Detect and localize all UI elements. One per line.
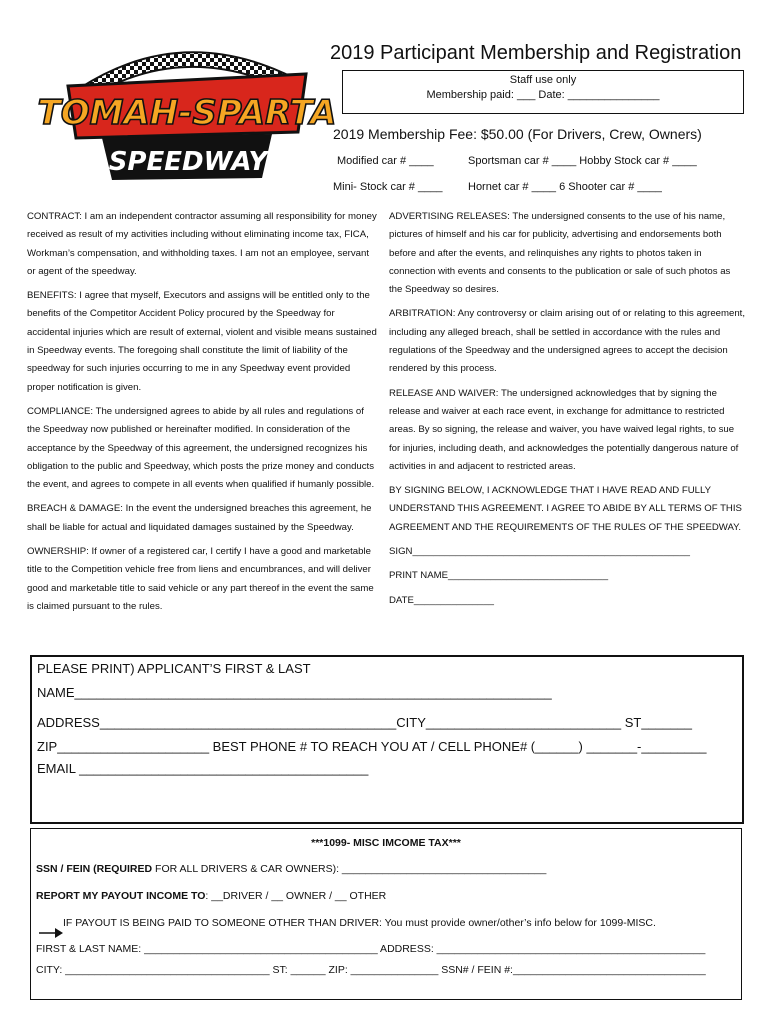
applicant-info-box — [30, 655, 744, 824]
arbitration-paragraph: ARBITRATION: Any controversy or claim arising out of or relating to this agreement, including any alleged breach, shall be settled in accordance with the rules and regulations of the Speedway and the undersigned agrees to accept the decision rendered by this process. — [389, 308, 745, 375]
applicant-address-field[interactable]: ADDRESS_________________________________________CITY___________________________ ST_______ — [37, 715, 692, 730]
membership-fee-line: 2019 Membership Fee: $50.00 (For Drivers, Crew, Owners) — [333, 126, 702, 142]
arrow-right-icon — [39, 927, 63, 939]
contract-paragraph: CONTRACT: I am an independent contractor assuming all responsibility for money received as result of my activities including without eliminating income tax, FICA, Workman’s compensation, and withholding taxes. I am not an employee, servant or agent of the speedway. — [27, 211, 377, 277]
acknowledgement-paragraph: BY SIGNING BELOW, I ACKNOWLEDGE THAT I HAVE READ AND FULLY UNDERSTAND THIS AGREEMENT. I AGREE TO ABIDE BY ALL TERMS OF THIS AGREEMENT AND THE REQUIREMENTS OF THE RULES OF THE SPEEDWAY. — [389, 485, 742, 533]
payout-income-field[interactable] — [36, 890, 386, 902]
breach-damage-paragraph: BREACH & DAMAGE: In the event the undersigned breaches this agreement, he shall be liable for actual and liquidated damages sustained by the Speedway. — [27, 503, 372, 533]
tax-info-box — [30, 828, 742, 1000]
payout-options: : __DRIVER / __ OWNER / __ OTHER — [205, 890, 387, 902]
sportsman-hobby-car-field[interactable]: Sportsman car # ____ Hobby Stock car # ____ — [468, 155, 697, 167]
tax-heading: ***1099- MISC IMCOME TAX*** — [311, 837, 461, 849]
payout-note: IF PAYOUT IS BEING PAID TO SOMEONE OTHER THAN DRIVER: You must provide owner/other’s info below for 1099-MISC. — [63, 917, 656, 929]
ssn-label: SSN / FEIN (REQUIRED — [36, 863, 153, 875]
applicant-name-field[interactable]: NAME__________________________________________________________________ — [37, 685, 552, 700]
logo-word-2: SPEEDWAY — [108, 147, 268, 177]
ownership-paragraph: OWNERSHIP: If owner of a registered car, I certify I have a good and marketable title to the Competition vehicle free from liens and encumbrances, and will deliver good and marketable title to said vehicle or any part thereof in the event the same is claimed pursuant to the rules. — [27, 546, 374, 612]
form-title: 2019 Participant Membership and Registration — [330, 42, 742, 64]
ssn-label-rest: FOR ALL DRIVERS & CAR OWNERS): ___________________________________ — [152, 863, 547, 875]
date-field[interactable]: DATE_______________ — [389, 594, 494, 606]
advertising-releases-paragraph: ADVERTISING RELEASES: The undersigned consents to the use of his name, pictures of himself and his car for publicity, advertising and endorsements both before and after the events, and relinquishes any rights to photos taken in connection with events and consents to the publication or sale of such photos as the Speedway so desires. — [389, 211, 731, 296]
mini-stock-car-field[interactable]: Mini- Stock car # ____ — [333, 181, 443, 193]
benefits-paragraph: BENEFITS: I agree that myself, Executors and assigns will be entitled only to the benefits of the Competitor Accident Policy procured by the Speedway for accidental injuries which are result of external, violent and visible means sustained in Speedway events. The foregoing shall constitute the limit of liability of the speedway for such injuries occurring to me in any Speedway event provided proper notification is given. — [27, 290, 377, 393]
applicant-zip-phone-field[interactable]: ZIP_____________________ BEST PHONE # TO REACH YOU AT / CELL PHONE# (______) _______-_________ — [37, 739, 707, 754]
hornet-6shooter-car-field[interactable]: Hornet car # ____ 6 Shooter car # ____ — [468, 181, 662, 193]
agreement-left-column — [27, 208, 379, 622]
modified-car-field[interactable]: Modified car # ____ — [337, 155, 434, 167]
logo-word-1: TOMAH-SPARTA — [37, 93, 337, 133]
release-waiver-paragraph: RELEASE AND WAIVER: The undersigned acknowledges that by signing the release and waiver at each race event, in exchange for admittance to restricted areas. By so signing, the release and waiver, you have waived legal rights, to sue for injuries, including death, and acknowledges the potentially dangerous nature of activities in and adjacent to restricted areas. — [389, 387, 739, 472]
staff-use-box — [342, 70, 744, 114]
tomah-sparta-speedway-logo — [37, 30, 337, 180]
applicant-email-field[interactable]: EMAIL ________________________________________ — [37, 761, 369, 776]
sign-field[interactable]: SIGN____________________________________________________ — [389, 546, 690, 558]
other-city-st-zip-ssn-field[interactable]: CITY: ___________________________________ ST: ______ ZIP: _______________ SSN# / FEIN #:_________________________________ — [36, 964, 706, 976]
payout-label: REPORT MY PAYOUT INCOME TO — [36, 890, 206, 902]
agreement-right-column — [389, 208, 745, 616]
applicant-heading: PLEASE PRINT) APPLICANT’S FIRST & LAST — [37, 661, 311, 676]
compliance-paragraph: COMPLIANCE: The undersigned agrees to abide by all rules and regulations of the Speedway now published or hereinafter modified. In consideration of the acceptance by the Speedway of this agreement, the undersigned recognizes his obligation to the public and Speedway, which posts the prize money and conducts the event, and agrees to compete in all events when qualified if humanly possible. — [27, 405, 375, 491]
membership-paid-field[interactable]: Membership paid: ___ Date: _______________ — [426, 89, 660, 101]
print-name-field[interactable]: PRINT NAME______________________________ — [389, 570, 609, 582]
ssn-fein-field[interactable] — [36, 863, 546, 875]
staff-use-label: Staff use only — [509, 74, 577, 86]
other-name-address-field[interactable]: FIRST & LAST NAME: ________________________________________ ADDRESS: ______________________________________________ — [36, 943, 706, 955]
